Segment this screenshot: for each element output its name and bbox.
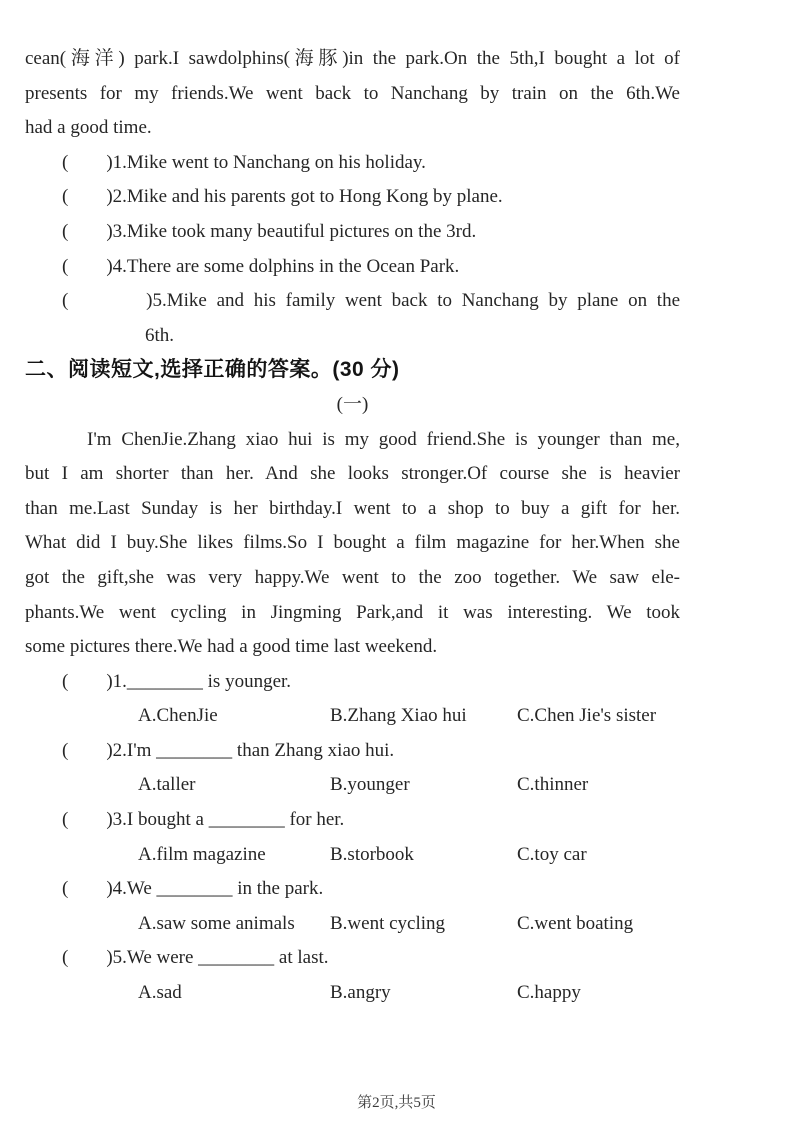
tf-question-3 xyxy=(25,215,680,250)
passage-line: than me.Last Sunday is her birthday.I went to a shop to buy a gift for her. xyxy=(25,497,680,519)
answer-bracket: ( ) xyxy=(62,151,113,173)
tf-question-text: 4.There are some dolphins in the Ocean Park. xyxy=(112,255,460,277)
option-b: B.storbook xyxy=(330,843,414,865)
tf-question-5 xyxy=(25,284,680,319)
tf-question-text: 2.Mike and his parents got to Hong Kong by plane. xyxy=(112,186,503,208)
intro-paragraph-line: cean(海洋) park.I sawdolphins(海豚)in the park.On the 5th,I bought a lot of xyxy=(25,48,680,69)
option-a: A.ChenJie xyxy=(138,705,218,727)
answer-bracket: ( ) xyxy=(62,809,113,831)
mc-question-5-stem xyxy=(25,941,680,976)
intro-paragraph-line: presents for my friends.We went back to Nanchang by train on the 6th.We xyxy=(25,82,680,104)
mc-question-1-stem xyxy=(25,665,680,700)
tf-question-5-continuation: 6th. xyxy=(145,324,175,346)
mc-question-4-options xyxy=(25,907,680,942)
option-c: C.went boating xyxy=(517,912,634,934)
answer-bracket: ( ) xyxy=(62,220,113,242)
answer-bracket: ( ) xyxy=(62,290,153,312)
mc-question-3-options xyxy=(25,838,680,873)
answer-bracket: ( ) xyxy=(62,670,113,692)
passage-line: but I am shorter than her. And she looks stronger.Of course she is heavier xyxy=(25,463,680,485)
mc-question-5-options xyxy=(25,976,680,1011)
page-number: 第2页,共5页 xyxy=(357,1095,436,1111)
answer-bracket: ( ) xyxy=(62,878,113,900)
mc-question-text: 3.I bought a ________ for her. xyxy=(112,809,345,831)
tf-question-4 xyxy=(25,250,680,285)
answer-bracket: ( ) xyxy=(62,739,113,761)
option-b: B.younger xyxy=(330,774,410,796)
mc-question-1-options xyxy=(25,699,680,734)
page-content xyxy=(25,42,680,1011)
intro-paragraph-line: had a good time. xyxy=(25,117,152,139)
mc-question-2-options xyxy=(25,768,680,803)
mc-question-text: 2.I'm ________ than Zhang xiao hui. xyxy=(112,739,395,761)
answer-bracket: ( ) xyxy=(62,947,113,969)
passage-line: got the gift,she was very happy.We went to the zoo together. We saw ele- xyxy=(25,566,680,588)
mc-question-2-stem xyxy=(25,734,680,769)
section-title: 二、阅读短文,选择正确的答案。(30 分) xyxy=(25,358,400,382)
option-c: C.Chen Jie's sister xyxy=(517,705,657,727)
tf-question-2 xyxy=(25,180,680,215)
passage-line: some pictures there.We had a good time last weekend. xyxy=(25,636,438,658)
passage-subtitle: (一) xyxy=(336,393,369,415)
option-a: A.sad xyxy=(138,982,182,1004)
mc-question-text: 4.We ________ in the park. xyxy=(112,878,324,900)
option-c: C.thinner xyxy=(517,774,589,796)
option-a: A.film magazine xyxy=(138,843,266,865)
option-a: A.taller xyxy=(138,774,196,796)
option-b: B.Zhang Xiao hui xyxy=(330,705,467,727)
passage-line: phants.We went cycling in Jingming Park,and it was interesting. We took xyxy=(25,601,680,623)
mc-question-text: 1.________ is younger. xyxy=(112,670,292,692)
option-b: B.went cycling xyxy=(330,912,446,934)
answer-bracket: ( ) xyxy=(62,255,113,277)
tf-question-text: 5.Mike and his family went back to Nanchang by plane on the xyxy=(152,290,681,312)
answer-bracket: ( ) xyxy=(62,186,113,208)
option-c: C.toy car xyxy=(517,843,587,865)
tf-question-1 xyxy=(25,146,680,181)
tf-question-text: 1.Mike went to Nanchang on his holiday. xyxy=(112,151,426,173)
passage-line: I'm ChenJie.Zhang xiao hui is my good friend.She is younger than me, xyxy=(87,428,680,450)
tf-question-text: 3.Mike took many beautiful pictures on the 3rd. xyxy=(112,220,477,242)
option-c: C.happy xyxy=(517,982,581,1004)
passage-line: What did I buy.She likes films.So I bought a film magazine for her.When she xyxy=(25,532,680,554)
option-b: B.angry xyxy=(330,982,391,1004)
mc-question-3-stem xyxy=(25,803,680,838)
mc-question-text: 5.We were ________ at last. xyxy=(112,947,329,969)
option-a: A.saw some animals xyxy=(138,912,295,934)
mc-question-4-stem xyxy=(25,872,680,907)
